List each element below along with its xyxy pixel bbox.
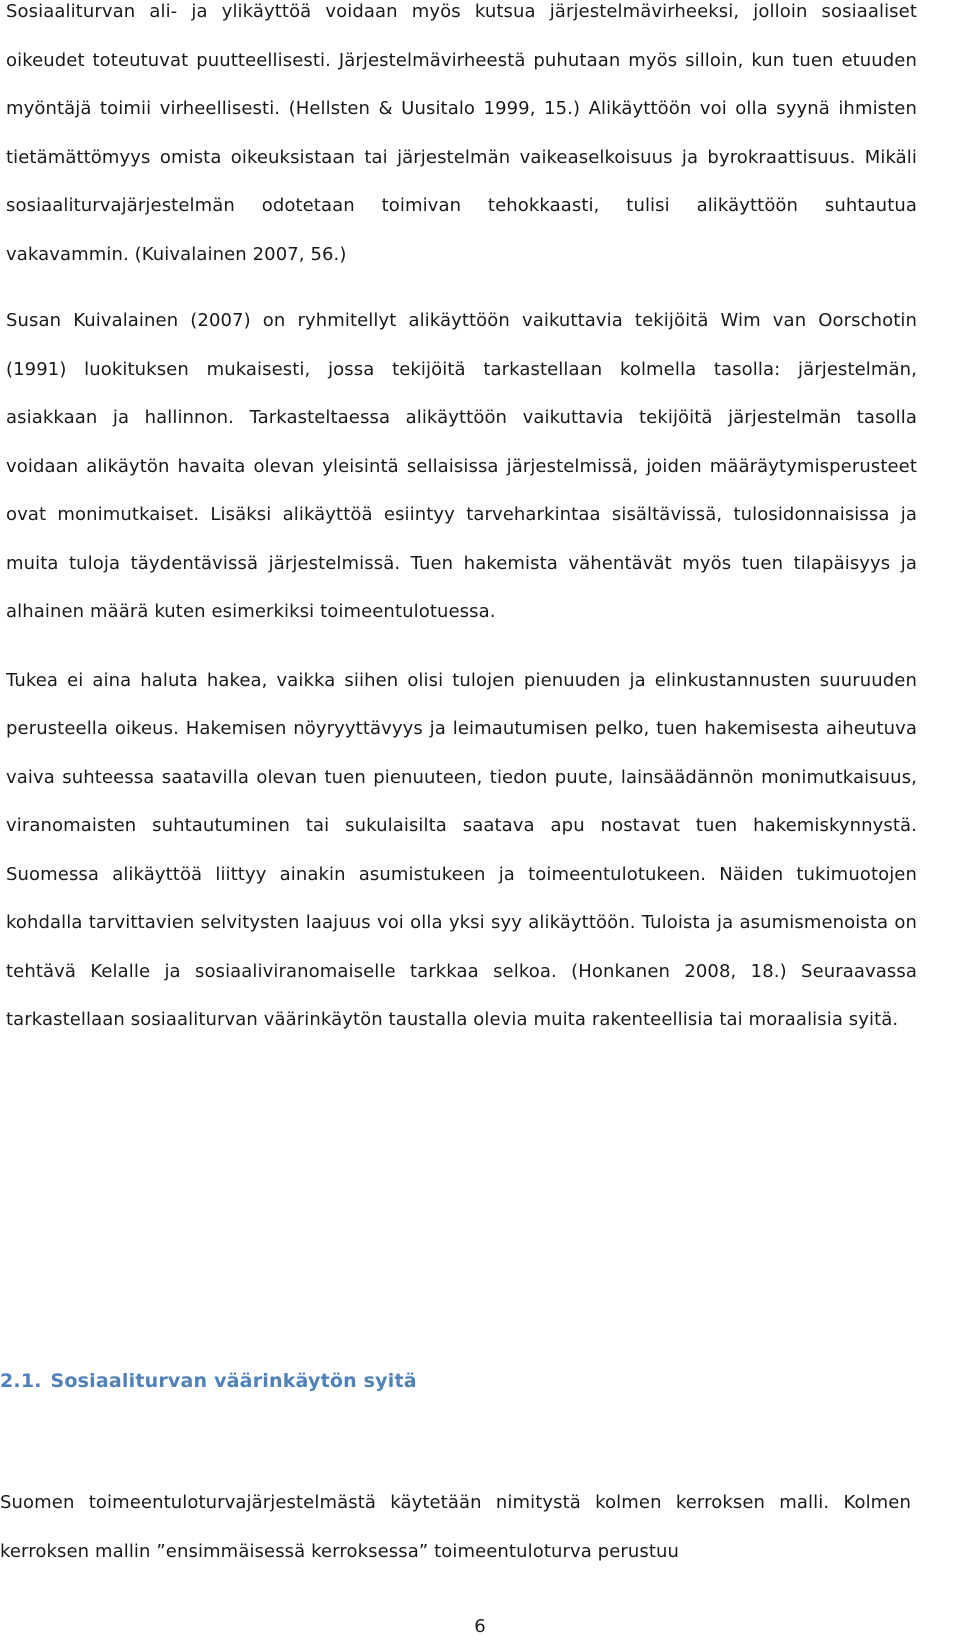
paragraph-support-not-sought: Tukea ei aina haluta hakea, vaikka siihen olisi tulojen pienuuden ja elinkustannusten suuruuden perusteella oikeus. Hakemisen nöyryyttävyys ja leimautumisen pelko, tuen hakemisesta aiheutuva vaiva suhteessa saatavilla olevan tuen pienuuteen, tiedon puute, lainsäädännön monimutkaisuus, viranomaisten suhtautuminen tai sukulaisilta saatava apu nostavat tuen hakemiskynnystä. Suomessa alikäyttöä liittyy ainakin asumistukeen ja toimeentulotukeen. Näiden tukimuotojen kohdalla tarvittavien selvitysten laajuus voi olla yksi syy alikäyttöön. Tuloista ja asumismenoista on tehtävä Kelalle ja sosiaaliviranomaiselle tarkkaa selkoa. (Honkanen 2008, 18.) Seuraavassa tarkastellaan sosiaaliturvan väärinkäytön taustalla olevia muita rakenteellisia tai moraalisia syitä. [6,669,917,1030]
paragraph-underuse-factors: Susan Kuivalainen (2007) on ryhmitellyt alikäyttöön vaikuttavia tekijöitä Wim van Oorschotin (1991) luokituksen mukaisesti, jossa tekijöitä tarkastellaan kolmella tasolla: järjestelmän, asiakkaan ja hallinnon. Tarkasteltaessa alikäyttöön vaikuttavia tekijöitä järjestelmän tasolla voidaan alikäytön havaita olevan yleisintä sellaisissa järjestelmissä, joiden määräytymisperusteet ovat monimutkaiset. Lisäksi alikäyttöä esiintyy tarveharkintaa sisältävissä, tulosidonnaisissa ja muita tuloja täydentävissä järjestelmissä. Tuen hakemista vähentävät myös tuen tilapäisyys ja alhainen määrä kuten esimerkiksi toimeentulotuessa. [6,310,917,622]
paragraph-underuse-system-error: Sosiaaliturvan ali- ja ylikäyttöä voidaan myös kutsua järjestelmävirheeksi, jolloin sosiaaliset oikeudet toteutuvat puutteellisesti. Järjestelmävirheestä puhutaan myös silloin, kun tuen etuuden myöntäjä toimii virheellisesti. (Hellsten & Uusitalo 1999, 15.) Alikäyttöön voi olla syynä ihmisten tietämättömyys omista oikeuksistaan tai järjestelmän vaikeaselkoisuus ja byrokraattisuus. Mikäli sosiaaliturvajärjestelmän odotetaan toimivan tehokkaasti, tulisi alikäyttöön suhtautua vakavammin. (Kuivalainen 2007, 56.) [6,1,917,265]
section-heading-number: 2.1. [0,1370,42,1392]
section-heading [0,1366,417,1396]
paragraph-three-layer-model: Suomen toimeentuloturvajärjestelmästä käytetään nimitystä kolmen kerroksen malli. Kolmen kerroksen mallin ”ensimmäisessä kerroksessa” toimeentuloturva perustuu [0,1492,911,1562]
page-number: 6 [474,1616,486,1637]
document-page [6,0,917,1045]
section-heading-title: Sosiaaliturvan väärinkäytön syitä [50,1370,417,1392]
